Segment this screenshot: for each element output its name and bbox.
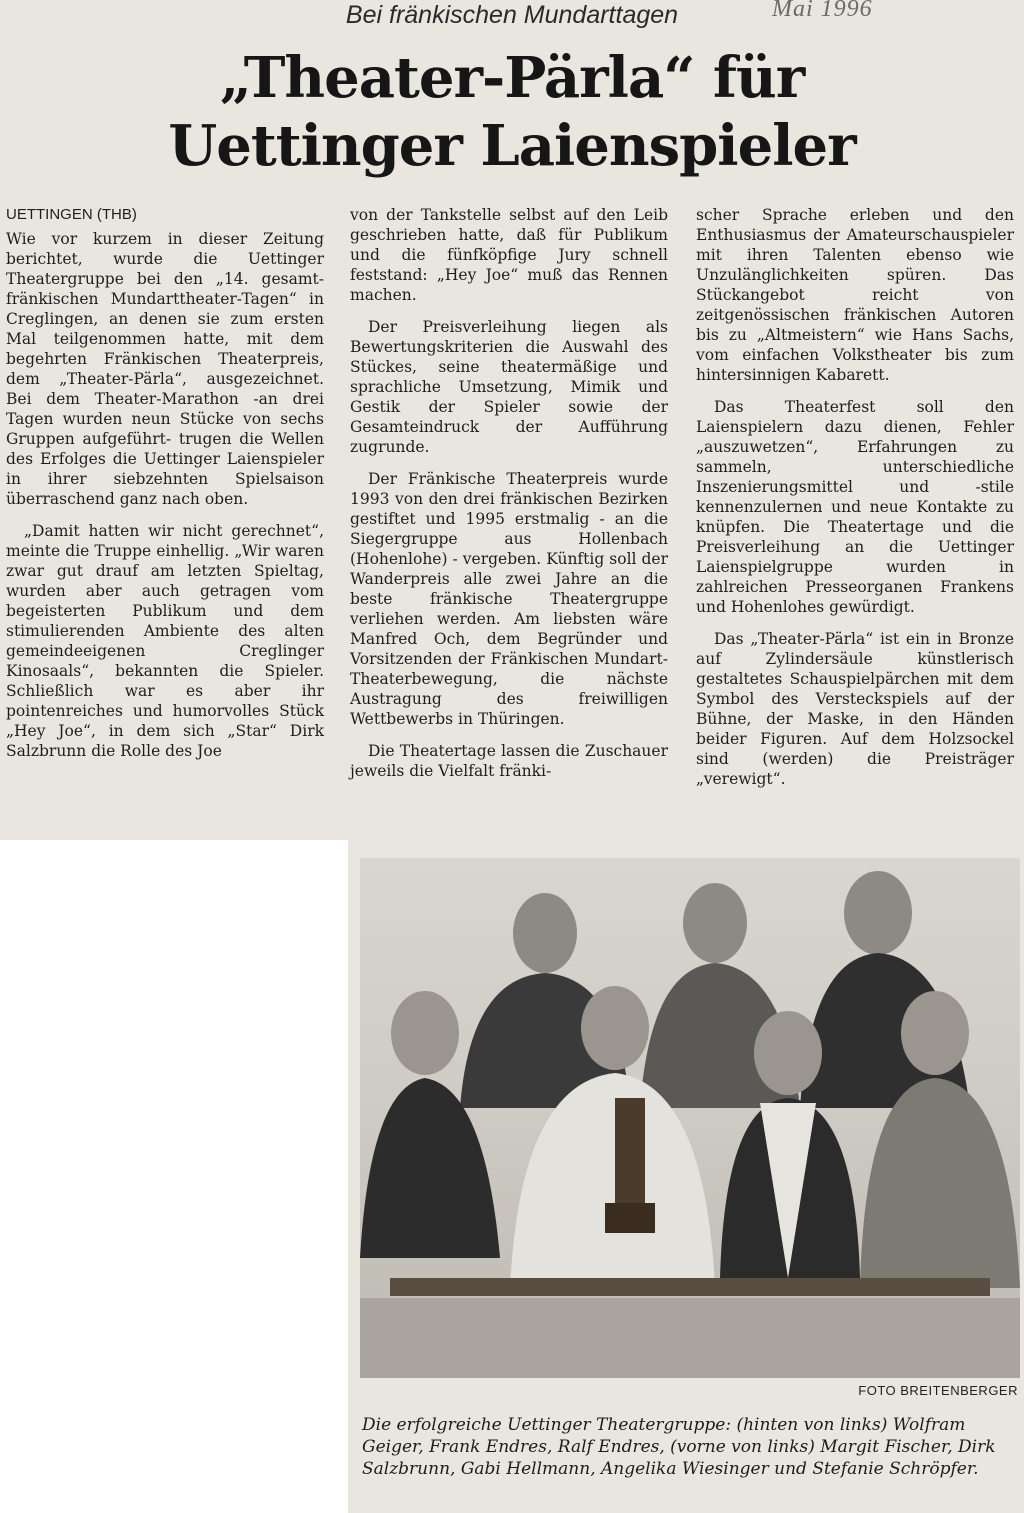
handwritten-date-note: Mai 1996 <box>772 0 873 22</box>
dateline: UETTINGEN (THB) <box>6 206 137 223</box>
paragraph: Wie vor kurzem in dieser Zeitung berichtet, wurde die Uettinger Theatergruppe bei den „14. gesamt-fränkischen Mundarttheater-Tagen“ in Creglingen, an denen sie zum ersten Mal teilgenommen hatte, mit dem begehrten Fränkischen Theaterpreis, dem „Theater-Pärla“, ausgezeichnet. Bei dem Theater-Marathon -an drei Tagen wurden neun Stücke von sechs Gruppen aufgeführt- trugen die Wellen des Erfolges die Uettinger Laienspieler in ihrer siebzehnten Spielsaison überraschend ganz nach oben. <box>6 230 324 508</box>
article-column-2 <box>350 205 668 793</box>
paragraph: Der Fränkische Theaterpreis wurde 1993 von den drei fränkischen Bezirken gestiftet und 1995 erstmalig - an die Siegergruppe aus Hollenbach (Hohenlohe) - vergeben. Künftig soll der Wanderpreis alle zwei Jahre an die beste fränkische Theatergruppe verliehen werden. Am liebsten wäre Manfred Och, dem Begründer und Vorsitzenden der Fränkischen Mundart-Theaterbewegung, die nächste Austragung des freiwilligen Wettbewerbs in Thüringen. <box>350 470 668 728</box>
headline-line-2: Uettinger Laienspieler <box>168 113 856 179</box>
paragraph: „Damit hatten wir nicht gerechnet“, meinte die Truppe einhellig. „Wir waren zwar gut drauf am letzten Spieltag, wurden aber auch getragen vom begeisterten Publikum und dem stimulierenden Ambiente des alten gemeindeeigenen Creglinger Kinosaals“, bekannten die Spieler. Schließlich war es aber ihr pointenreiches und humorvolles Stück „Hey Joe“, in dem sich „Star“ Dirk Salzbrunn die Rolle des Joe <box>6 522 324 760</box>
paragraph: Das „Theater-Pärla“ ist ein in Bronze auf Zylindersäule künstlerisch gestaltetes Schauspielpärchen mit dem Symbol des Versteckspiels auf der Bühne, der Maske, in den Händen beider Figuren. Auf dem Holzsockel sind (werden) die Preisträger „verewigt“. <box>696 630 1014 788</box>
paragraph: Die Theatertage lassen die Zuschauer jeweils die Vielfalt fränki- <box>350 742 668 780</box>
photo-credit: FOTO BREITENBERGER <box>858 1383 1018 1398</box>
photo-caption: Die erfolgreiche Uettinger Theatergruppe: (hinten von links) Wolfram Geiger, Frank Endres, Ralf Endres, (vorne von links) Margit Fischer, Dirk Salzbrunn, Gabi Hellmann, Angelika Wiesinger und Stefanie Schröpfer. <box>362 1415 996 1479</box>
article-headline <box>0 44 1024 180</box>
article-kicker: Bei fränkischen Mundarttagen <box>345 1 679 29</box>
paragraph: Der Preisverleihung liegen als Bewertungskriterien die Auswahl des Stückes, seine theatermäßige und sprachliche Umsetzung, Mimik und Gestik der Spieler sowie der Gesamteindruck der Aufführung zugrunde. <box>350 318 668 456</box>
article-column-3 <box>696 205 1014 801</box>
headline-line-1: „Theater-Pärla“ für <box>219 45 805 111</box>
paragraph: von der Tankstelle selbst auf den Leib geschrieben hatte, daß für Publikum und die fünfköpfige Jury schnell feststand: „Hey Joe“ muß das Rennen machen. <box>350 206 668 304</box>
group-photo <box>360 858 1020 1378</box>
paragraph: scher Sprache erleben und den Enthusiasmus der Amateurschauspieler mit ihren Talenten ebenso wie Unzulänglichkeiten spüren. Das Stückangebot reicht von zeitgenössischen fränkischen Autoren bis zu „Altmeistern“ wie Hans Sachs, vom einfachen Volkstheater bis zum hintersinnigen Kabarett. <box>696 206 1014 384</box>
article-column-1 <box>6 205 324 773</box>
paragraph: Das Theaterfest soll den Laienspielern dazu dienen, Fehler „auszuwetzen“, Erfahrungen zu sammeln, unterschiedliche Inszenierungsmittel und -stile kennenzulernen und neue Kontakte zu knüpfen. Die Theatertage und die Preisverleihung an die Uettinger Laienspielgruppe wurden in zahlreichen Presseorganen Frankens und Hohenlohes gewürdigt. <box>696 398 1014 616</box>
group-photo-illustration <box>360 858 1020 1378</box>
